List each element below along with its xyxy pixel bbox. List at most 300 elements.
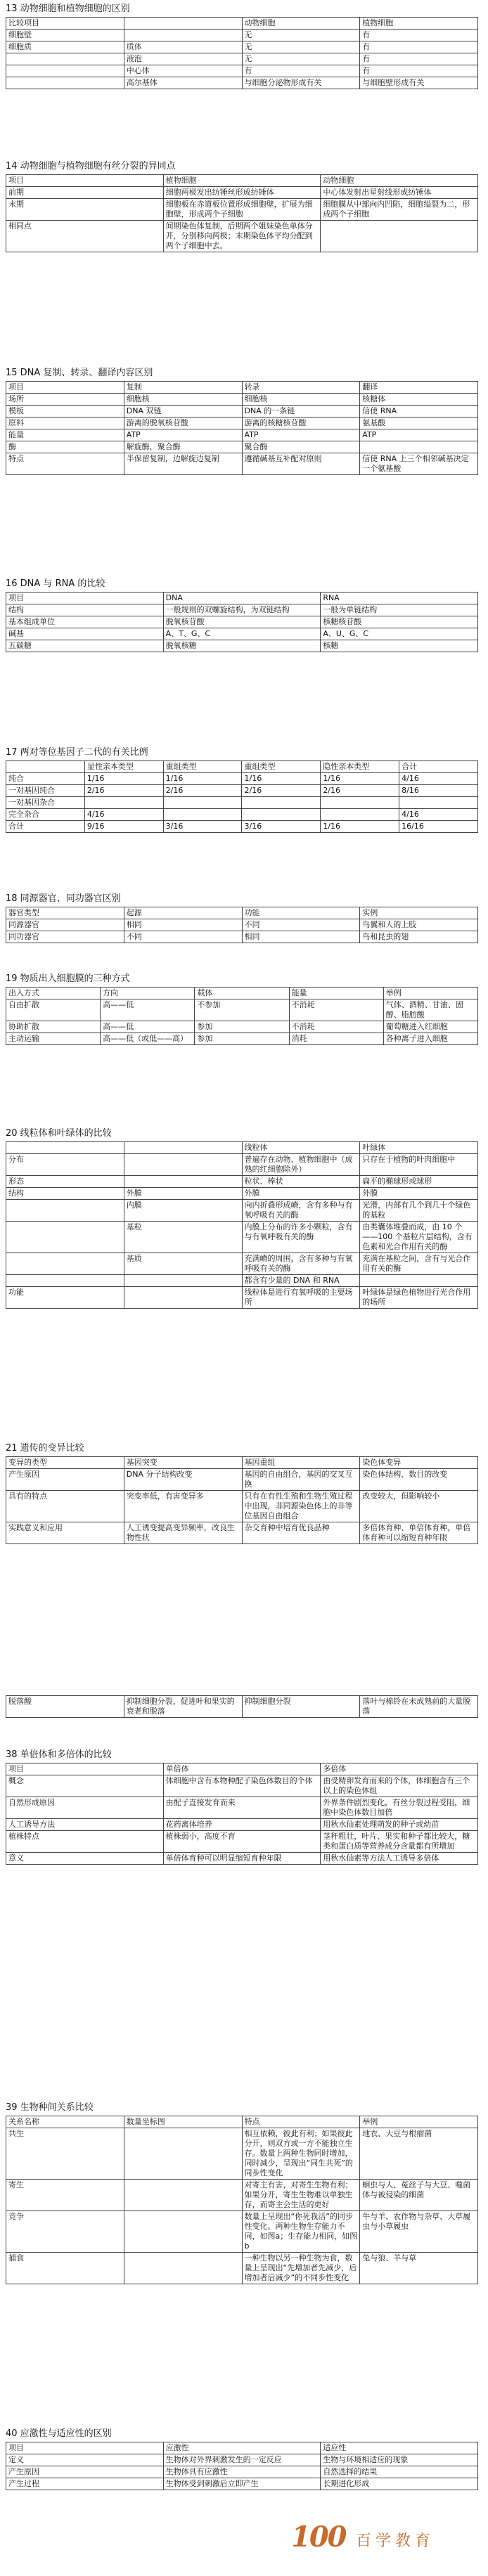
section-19 — [6, 971, 478, 1119]
table-cell — [124, 2128, 242, 2180]
comparison-table — [6, 760, 478, 833]
table-cell: 质体 — [124, 41, 242, 53]
table-cell: 项目 — [6, 2442, 164, 2454]
table-cell: 重组类型 — [163, 761, 242, 773]
table-cell: 核糖体 — [360, 394, 478, 406]
table-cell: 1/16 — [84, 773, 163, 785]
table-cell: 鸟翼和人的上肢 — [360, 919, 478, 931]
table-cell: 自由扩散 — [6, 999, 101, 1021]
table-cell: 花药离体培养 — [163, 1819, 321, 1831]
table-row — [6, 1853, 478, 1865]
table-cell: 对寄主有害，对寄生生物有利；如果分开，寄生生物难以单独生存，而寄主会生活的更好 — [242, 2180, 360, 2211]
table-cell: 长期进化形成 — [321, 2478, 478, 2490]
table-cell: 与细胞分泌物形成有关 — [242, 77, 360, 89]
table-row — [6, 1819, 478, 1831]
table-row — [6, 931, 478, 943]
table-cell: 2/16 — [242, 785, 321, 797]
table-cell: 无 — [242, 30, 360, 41]
table-cell: 场所 — [6, 394, 124, 406]
table-cell: 聚合酶 — [242, 441, 360, 453]
table-row — [6, 1522, 478, 1544]
table-cell: DNA 双链 — [124, 406, 242, 418]
table-cell: ATP — [124, 429, 242, 441]
table-cell: 不消耗 — [289, 1021, 383, 1033]
table-cell — [6, 77, 124, 89]
table-cell: 举例 — [360, 2116, 478, 2128]
table-cell — [321, 797, 399, 809]
comparison-table — [6, 381, 478, 475]
table-cell: 4/16 — [399, 773, 478, 785]
watermark-text: 百学教育 — [356, 2532, 435, 2550]
table-cell — [399, 797, 478, 809]
table-row — [6, 797, 478, 809]
table-cell — [6, 761, 85, 773]
table-cell: 消耗 — [289, 1033, 383, 1045]
table-cell — [124, 1154, 242, 1176]
table-cell: 转录 — [242, 382, 360, 394]
table-cell: 有 — [360, 53, 478, 65]
table-cell: 体细胞中含有本物种配子染色体数目的个体 — [163, 1775, 321, 1797]
table-cell: 有 — [242, 65, 360, 77]
table-cell: 抑制细胞分裂，促进叶和果实的衰老和脱落 — [124, 1696, 242, 1718]
table-header-row — [6, 1696, 478, 1718]
table-row — [6, 2253, 478, 2284]
table-cell: DNA — [163, 593, 321, 604]
section-title: 21 遗传的变异比较 — [6, 1443, 84, 1454]
table-cell — [242, 809, 321, 821]
table-cell: 人工诱变提高变异频率，改良生物性状 — [124, 1522, 242, 1544]
table-cell — [124, 2180, 242, 2211]
table-cell: 脱落酸 — [6, 1696, 124, 1718]
table-cell: 染色体变异 — [360, 1457, 478, 1469]
table-cell: 项目 — [6, 1763, 164, 1775]
table-cell: 显性亲本类型 — [84, 761, 163, 773]
table-header-row — [6, 1142, 478, 1154]
table-cell — [124, 1275, 242, 1287]
table-cell: 4/16 — [84, 809, 163, 821]
table-cell: 外膜 — [124, 1188, 242, 1200]
table-cell: 方向 — [101, 988, 195, 999]
table-cell: 充满在基粒之间，含有与光合作用有关的酶 — [360, 1253, 478, 1275]
table-cell: 起源 — [124, 907, 242, 919]
table-cell: 重组类型 — [242, 761, 321, 773]
table-header-row — [6, 382, 478, 394]
table-row — [6, 604, 478, 616]
comparison-table — [6, 907, 478, 943]
table-cell: 氨基酸 — [360, 418, 478, 429]
table-cell: 叶绿体是绿色植物进行光合作用的场所 — [360, 1287, 478, 1309]
table-header-row — [6, 1457, 478, 1469]
table-row — [6, 1222, 478, 1253]
table-cell: 能量 — [6, 429, 124, 441]
table-cell: 具有的特点 — [6, 1491, 124, 1522]
table-cell: 基本组成单位 — [6, 616, 164, 628]
table-row — [6, 441, 478, 453]
table-header-row — [6, 593, 478, 604]
table-cell: 概念 — [6, 1775, 164, 1797]
table-cell: 举例 — [383, 988, 477, 999]
section-18 — [6, 891, 478, 954]
table-cell: 隐性亲本类型 — [321, 761, 399, 773]
table-cell — [84, 797, 163, 809]
table-cell: 牛与羊、农作物与杂草、大草履虫与小草履虫 — [360, 2211, 478, 2253]
table-cell: 酶 — [6, 441, 124, 453]
table-cell: 植物细胞 — [360, 18, 478, 30]
table-cell: 实践意义和应用 — [6, 1522, 124, 1544]
section-title: 19 物质出入细胞膜的三种方式 — [6, 973, 130, 984]
table-cell: ATP — [360, 429, 478, 441]
table-row — [6, 640, 478, 652]
table-cell: 叶绿体 — [360, 1142, 478, 1154]
section-title: 38 单倍体和多倍体的比较 — [6, 1749, 112, 1760]
table-cell: 前期 — [6, 187, 164, 199]
comparison-table — [6, 1141, 478, 1309]
table-cell: 动物细胞 — [242, 18, 360, 30]
table-cell: 合计 — [6, 821, 85, 833]
table-row — [6, 2478, 478, 2490]
table-row — [6, 809, 478, 821]
table-cell: 4/16 — [399, 809, 478, 821]
section-title — [6, 1680, 478, 1695]
table-cell — [124, 2211, 242, 2253]
table-cell: 完全杂合 — [6, 809, 85, 821]
table-cell: 信使 RNA — [360, 406, 478, 418]
table-cell: 植株特点 — [6, 1831, 164, 1853]
table-cell: 功能 — [242, 907, 360, 919]
table-row — [6, 616, 478, 628]
table-cell: 人工诱导方法 — [6, 1819, 164, 1831]
table-cell — [124, 1287, 242, 1309]
table-cell: 纯合 — [6, 773, 85, 785]
table-cell: 植物细胞 — [163, 175, 321, 187]
table-row — [6, 1021, 478, 1033]
table-cell — [321, 809, 399, 821]
comparison-table — [6, 1456, 478, 1544]
table-cell: 生物体具有应激性 — [163, 2466, 321, 2478]
table-cell: 关系名称 — [6, 2116, 124, 2128]
table-cell: 突变率低，有害变异多 — [124, 1491, 242, 1522]
table-cell: 复制 — [124, 382, 242, 394]
table-cell — [163, 797, 242, 809]
table-cell: 细胞质 — [6, 41, 124, 53]
table-cell: 鸟和昆虫的翅 — [360, 931, 478, 943]
table-cell: 外膜 — [360, 1188, 478, 1200]
table-cell: 一种生物以另一种生物为食，数量上呈现出“先增加者先减少，后增加者后减少”的不同步性变化 — [242, 2253, 360, 2284]
table-cell: 数量坐标图 — [124, 2116, 242, 2128]
table-cell: 参加 — [195, 1033, 289, 1045]
section-title: 20 线粒体和叶绿体的比较 — [6, 1128, 112, 1139]
table-row — [6, 187, 478, 199]
table-row — [6, 429, 478, 441]
table-cell: 不消耗 — [289, 999, 383, 1021]
table-cell: 核糖核苷酸 — [321, 616, 478, 628]
section-title: 18 同源器官、同功器官区别 — [6, 893, 121, 904]
table-cell — [242, 797, 321, 809]
table-cell — [6, 1253, 124, 1275]
table-cell: 寄生 — [6, 2180, 124, 2211]
table-cell: 扁平的椭球形或球形 — [360, 1176, 478, 1188]
table-cell: 都含有少量的 DNA 和 RNA — [242, 1275, 360, 1287]
table-cell: 项目 — [6, 593, 164, 604]
section-16 — [6, 576, 478, 687]
table-cell: 葡萄糖进入红细胞 — [383, 1021, 477, 1033]
section-title: 39 生物种间关系比较 — [6, 2102, 94, 2113]
table-cell: 碱基 — [6, 628, 164, 640]
table-cell: 相互依赖，彼此有利；如果彼此分开，则双方或一方不能独立生存。数量上两种生物同时增加，同时减少，呈现出“同生共死”的同步性变化 — [242, 2128, 360, 2180]
table-cell: 比较项目 — [6, 18, 124, 30]
table-cell: 意义 — [6, 1853, 164, 1865]
table-cell: 无 — [242, 41, 360, 53]
table-cell: 信使 RNA 上三个相邻碱基决定一个氨基酸 — [360, 453, 478, 475]
table-cell: 原料 — [6, 418, 124, 429]
table-cell: 多倍体育种、单倍体育种，单倍体育种可以缩短育种年限 — [360, 1522, 478, 1544]
section-38 — [6, 1747, 478, 2085]
table-cell: 高——低 — [101, 999, 195, 1021]
table-cell: 末期 — [6, 199, 164, 221]
table-cell: 1/16 — [242, 773, 321, 785]
table-cell: 只存在于植物的叶肉细胞中 — [360, 1154, 478, 1176]
table-row — [6, 1831, 478, 1853]
table-row — [6, 394, 478, 406]
table-cell: 脱氧核苷酸 — [163, 616, 321, 628]
table-cell: A、T、G、C — [163, 628, 321, 640]
table-cell: 细胞核 — [124, 394, 242, 406]
table-cell: 单倍体育种可以明显缩短育种年限 — [163, 1853, 321, 1865]
table-cell: 由受精卵发育而来的个体，体细胞含有三个以上的染色体组 — [321, 1775, 478, 1797]
table-cell: 生物体对外界刺激发生的一定反应 — [163, 2454, 321, 2466]
table-cell: 基因重组 — [242, 1457, 360, 1469]
table-cell: 3/16 — [242, 821, 321, 833]
section-abscisic-acid — [6, 1680, 478, 1722]
table-cell: 同功器官 — [6, 931, 124, 943]
table-row — [6, 406, 478, 418]
table-cell: 各种离子进入细胞 — [383, 1033, 477, 1045]
table-cell: 不同 — [242, 919, 360, 931]
table-cell: 气体、酒精、甘油、固醇、脂肪酸 — [383, 999, 477, 1021]
table-row — [6, 53, 478, 65]
table-cell: 线粒体 — [242, 1142, 360, 1154]
watermark-mark: 100 — [291, 2520, 346, 2554]
table-cell: 染色体结构、数目的改变 — [360, 1469, 478, 1491]
table-cell — [124, 1142, 242, 1154]
table-cell: 基因突变 — [124, 1457, 242, 1469]
table-row — [6, 785, 478, 797]
table-cell: DNA 的一条链 — [242, 406, 360, 418]
comparison-table — [6, 1763, 478, 1865]
table-cell: 相同 — [242, 931, 360, 943]
table-cell: 外界条件剧烈变化，有丝分裂过程受阻，细胞中染色体数目加倍 — [321, 1797, 478, 1819]
table-cell — [6, 1142, 124, 1154]
table-row — [6, 1176, 478, 1188]
table-cell: 模板 — [6, 406, 124, 418]
table-cell: 动物细胞 — [321, 175, 478, 187]
section-39 — [6, 2100, 478, 2409]
table-row — [6, 1033, 478, 1045]
table-cell: 同源器官 — [6, 919, 124, 931]
table-cell: 有 — [360, 65, 478, 77]
table-cell: 载体 — [195, 988, 289, 999]
table-cell: 无 — [242, 53, 360, 65]
table-header-row — [6, 907, 478, 919]
table-cell: 应激性 — [163, 2442, 321, 2454]
table-row — [6, 2454, 478, 2466]
table-cell: 主动运输 — [6, 1033, 101, 1045]
table-header-row — [6, 18, 478, 30]
table-cell: 植株弱小，高度不育 — [163, 1831, 321, 1853]
table-cell: 间期染色体复制，后期两个姐妹染色单体分开，分别移向两极；末期染色体平均分配到两个子细胞中去。 — [163, 221, 321, 252]
table-cell: 翻译 — [360, 382, 478, 394]
section-13 — [6, 1, 478, 141]
table-cell: 有 — [360, 41, 478, 53]
table-cell — [124, 30, 242, 41]
table-row — [6, 1775, 478, 1797]
table-cell: 向内折叠形成嵴，含有多种与有氧呼吸有关的酶 — [242, 1200, 360, 1222]
table-row — [6, 418, 478, 429]
table-row — [6, 1491, 478, 1522]
table-header-row — [6, 988, 478, 999]
table-row — [6, 41, 478, 53]
table-cell: 普遍存在动物、植物细胞中（成熟的红细胞除外） — [242, 1154, 360, 1176]
comparison-table — [6, 1695, 478, 1718]
table-cell: 蛔虫与人、菟丝子与大豆、噬菌体与被侵染的细菌 — [360, 2180, 478, 2211]
table-row — [6, 919, 478, 931]
table-cell: 基粒 — [124, 1222, 242, 1253]
table-cell: 捕食 — [6, 2253, 124, 2284]
comparison-table — [6, 2116, 478, 2284]
table-cell — [124, 2253, 242, 2284]
table-cell: 抑制细胞分裂 — [242, 1696, 360, 1718]
table-cell: RNA — [321, 593, 478, 604]
table-cell: 产生过程 — [6, 2478, 164, 2490]
table-cell: 功能 — [6, 1287, 124, 1309]
table-cell: 协助扩散 — [6, 1021, 101, 1033]
table-cell: 细胞两极发出纺锤丝形成纺锤体 — [163, 187, 321, 199]
table-cell: 相同 — [124, 919, 242, 931]
table-cell: 核糖 — [321, 640, 478, 652]
section-21 — [6, 1441, 478, 1666]
table-cell: 由配子直接发育而来 — [163, 1797, 321, 1819]
table-row — [6, 30, 478, 41]
table-row — [6, 1253, 478, 1275]
table-cell: 特点 — [242, 2116, 360, 2128]
table-cell: 游离的脱氧核苷酸 — [124, 418, 242, 429]
comparison-table — [6, 2442, 478, 2490]
table-cell: 形态 — [6, 1176, 124, 1188]
table-cell — [163, 809, 242, 821]
table-row — [6, 453, 478, 475]
table-cell: 2/16 — [84, 785, 163, 797]
table-cell: 外膜 — [242, 1188, 360, 1200]
table-cell: 粒状、棒状 — [242, 1176, 360, 1188]
table-header-row — [6, 175, 478, 187]
table-cell: 定义 — [6, 2454, 164, 2466]
table-cell: 半保留复制，边解旋边复制 — [124, 453, 242, 475]
table-cell: 线粒体是进行有氧呼吸的主要场所 — [242, 1287, 360, 1309]
table-row — [6, 77, 478, 89]
table-cell: A、U、G、C — [321, 628, 478, 640]
section-14 — [6, 159, 478, 328]
table-cell: 1/16 — [163, 773, 242, 785]
table-row — [6, 999, 478, 1021]
table-cell: 共生 — [6, 2128, 124, 2180]
comparison-table — [6, 987, 478, 1045]
table-cell: 游离的核糖核苷酸 — [242, 418, 360, 429]
section-title: 16 DNA 与 RNA 的比较 — [6, 578, 105, 589]
table-cell — [6, 1200, 124, 1222]
table-cell — [360, 1275, 478, 1287]
table-header-row — [6, 2116, 478, 2128]
table-cell: 细胞壁 — [6, 30, 124, 41]
table-row — [6, 1188, 478, 1200]
table-cell: 只有在有性生殖和生物生殖过程中出现，非同源染色体上的非等位基因自由组合 — [242, 1491, 360, 1522]
table-cell — [6, 65, 124, 77]
table-cell: 高——低 — [101, 1021, 195, 1033]
table-cell: 落叶与棉铃在未成熟前的大量脱落 — [360, 1696, 478, 1718]
table-cell: 与细胞壁形成有关 — [360, 77, 478, 89]
table-row — [6, 2211, 478, 2253]
table-cell: 2/16 — [321, 785, 399, 797]
table-cell: 参加 — [195, 1021, 289, 1033]
table-cell: 光滑，内部有几个到几十个绿色的基粒 — [360, 1200, 478, 1222]
table-cell: 实例 — [360, 907, 478, 919]
table-cell: 茎秆粗壮，叶片、果实和种子都比较大，糖类和蛋白质等营养成分含量都有所增加 — [321, 1831, 478, 1853]
table-header-row — [6, 1763, 478, 1775]
table-cell: 细胞核 — [242, 394, 360, 406]
table-cell: 杂交育种中培育优良品种 — [242, 1522, 360, 1544]
table-cell: 基因的自由组合，基因的交叉互换 — [242, 1469, 360, 1491]
table-cell — [6, 53, 124, 65]
table-cell: 变异的类型 — [6, 1457, 124, 1469]
table-cell: 一对基因纯合 — [6, 785, 85, 797]
table-cell: 自然选择的结果 — [321, 2466, 478, 2478]
table-row — [6, 1154, 478, 1176]
table-cell: 1/16 — [321, 773, 399, 785]
table-cell: 改变较大，但影响较小 — [360, 1491, 478, 1522]
table-row — [6, 1275, 478, 1287]
table-cell: 产生原因 — [6, 2466, 164, 2478]
table-cell: 有 — [360, 30, 478, 41]
table-cell: 生物体受到刺激后立即产生 — [163, 2478, 321, 2490]
table-cell: 3/16 — [163, 821, 242, 833]
table-cell: 液泡 — [124, 53, 242, 65]
table-cell: 充满嵴的周围，含有多种与有氧呼吸有关的酶 — [242, 1253, 360, 1275]
comparison-table — [6, 17, 478, 89]
table-cell: 生物与环境相适应的现象 — [321, 2454, 478, 2466]
table-row — [6, 1287, 478, 1309]
table-cell: 数量上呈现出“你死我活”的同步性变化。两种生物生存能力不同，如图a；生存能力相同，如图b — [242, 2211, 360, 2253]
section-title: 14 动物细胞与植物细胞有丝分裂的异同点 — [6, 161, 176, 171]
watermark-logo — [291, 2520, 460, 2561]
table-cell — [124, 1176, 242, 1188]
table-cell: 16/16 — [399, 821, 478, 833]
table-cell: 相同点 — [6, 221, 164, 252]
table-cell: 内膜 — [124, 1200, 242, 1222]
table-cell: 自然形成原因 — [6, 1797, 164, 1819]
table-row — [6, 1469, 478, 1491]
section-title: 13 动物细胞和植物细胞的区别 — [6, 4, 130, 14]
table-cell: 遵循碱基互补配对原则 — [242, 453, 360, 475]
table-row — [6, 821, 478, 833]
table-header-row — [6, 2442, 478, 2454]
table-cell: 不参加 — [195, 999, 289, 1021]
table-cell: 项目 — [6, 382, 124, 394]
table-cell: 结构 — [6, 1188, 124, 1200]
table-cell: 细胞板在赤道板位置形成细胞壁，扩展为细胞壁，形成两个子细胞 — [163, 199, 321, 221]
table-cell: ATP — [242, 429, 360, 441]
table-cell: 多倍体 — [321, 1763, 478, 1775]
table-cell: 中心体发射出星射线形成纺锤体 — [321, 187, 478, 199]
table-cell: 产生原因 — [6, 1469, 124, 1491]
